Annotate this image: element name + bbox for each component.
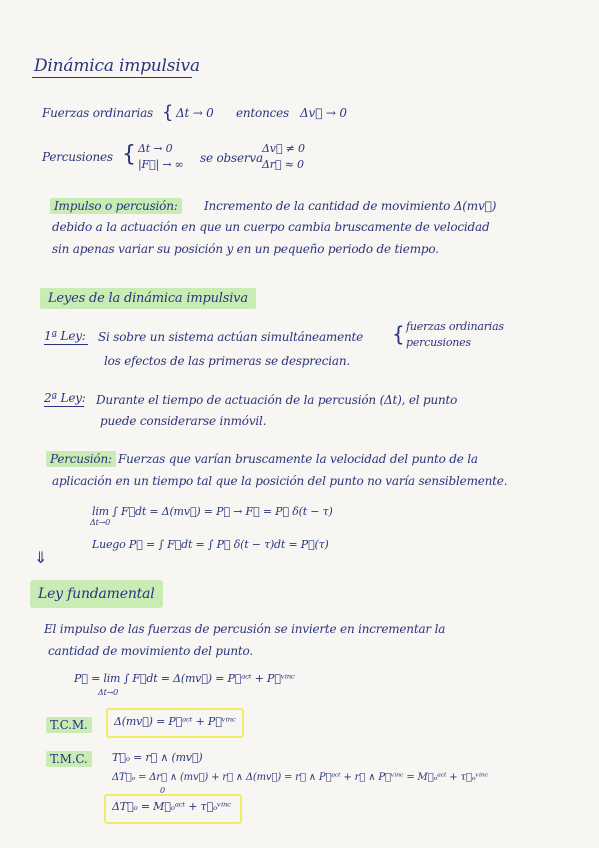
ordinarias-then: entonces — [236, 106, 289, 120]
percusion-eq1-lim: Δt→0 — [90, 518, 110, 527]
tcm-tag — [46, 718, 92, 732]
percusiones-res2: Δr⃗ ≈ 0 — [262, 158, 304, 171]
ley1-line1: Si sobre un sistema actúan simultáneamente — [98, 330, 364, 344]
impulso-tag — [50, 199, 182, 213]
tmc-tag-text: T.M.C. — [46, 751, 92, 767]
ley1-underline — [44, 344, 88, 345]
brace-icon: { — [392, 322, 405, 346]
percusiones-label: Percusiones — [42, 150, 113, 164]
title-underline — [32, 77, 192, 78]
tcm-eq: Δ(mv⃗) = P⃗ᵃᶜᵗ + P⃗ᵛⁱⁿᶜ — [114, 715, 236, 728]
tmc-eq2: ΔT⃗ₒ = Δr⃗ ∧ (mv⃗) + r⃗ ∧ Δ(mv⃗) = r⃗ ∧ P⃗ᵃᶜᵗ + r⃗ ∧ P⃗ᵛⁱⁿᶜ = M⃗ₒᵃᶜᵗ + τ⃗ₒᵛⁱⁿᶜ — [112, 772, 488, 783]
fundamental-eq: P⃗ = lim ∫ F⃗dt = Δ(mv⃗) = P⃗ᵃᶜᵗ + P⃗ᵛⁱⁿᶜ — [74, 672, 295, 685]
percusiones-obs: se observa — [200, 151, 263, 165]
percusion-eq2: Luego P⃗ = ∫ F⃗dt = ∫ P⃗ δ(t − τ)dt = P⃗(τ) — [92, 538, 329, 551]
tcm-tag-text: T.C.M. — [46, 717, 92, 733]
impulso-tag-text: Impulso o percusión: — [50, 198, 182, 214]
percusiones-cond1: Δt → 0 — [138, 142, 173, 155]
ordinarias-label: Fuerzas ordinarias — [42, 106, 153, 120]
ley2-underline — [44, 406, 84, 407]
brace-icon: { — [162, 102, 174, 123]
percusion-line2: aplicación en un tiempo tal que la posición del punto no varía sensiblemente. — [52, 474, 508, 488]
tmc-eq3: ΔT⃗ₒ = M⃗ₒᵃᶜᵗ + τ⃗ₒᵛⁱⁿᶜ — [112, 800, 231, 813]
page-title: Dinámica impulsiva — [34, 56, 200, 76]
impulso-line3: sin apenas variar su posición y en un pequeño periodo de tiempo. — [52, 242, 439, 256]
ley2-line1: Durante el tiempo de actuación de la percusión (Δt), el punto — [96, 393, 458, 407]
leyes-heading — [40, 291, 256, 306]
fundamental-line1: El impulso de las fuerzas de percusión se invierte en incrementar la — [44, 622, 446, 636]
ley1-line2: los efectos de las primeras se desprecian. — [104, 354, 350, 368]
fundamental-eq-lim: Δt→0 — [98, 688, 118, 697]
impulso-line1: Incremento de la cantidad de movimiento Δ(mv⃗) — [204, 199, 497, 213]
leyes-heading-text: Leyes de la dinámica impulsiva — [40, 288, 256, 309]
ley2-line2: puede considerarse inmóvil. — [100, 414, 267, 428]
fundamental-heading — [30, 586, 163, 602]
ley1-tag: 1ª Ley: — [44, 329, 86, 343]
brace-icon: { — [122, 142, 136, 167]
percusiones-cond2: |F⃗| → ∞ — [138, 158, 184, 171]
ley1-brace2: percusiones — [406, 336, 471, 349]
ordinarias-cond: Δt → 0 — [176, 106, 214, 120]
fundamental-heading-text: Ley fundamental — [30, 580, 163, 608]
ley1-brace1: fuerzas ordinarias — [406, 320, 504, 333]
tmc-eq1: T⃗ₒ = r⃗ ∧ (mv⃗) — [112, 751, 203, 764]
percusiones-res1: Δv⃗ ≠ 0 — [262, 142, 305, 155]
fundamental-line2: cantidad de movimiento del punto. — [48, 644, 253, 658]
impulso-line2: debido a la actuación en que un cuerpo cambia bruscamente de velocidad — [52, 220, 490, 234]
ley2-tag: 2ª Ley: — [44, 391, 86, 405]
percusion-eq1: lim ∫ F⃗dt = Δ(mv⃗) = P⃗ → F⃗ = P⃗ δ(t − τ) — [92, 505, 333, 518]
tmc-tag — [46, 752, 92, 766]
tmc-eq2-sub: 0 — [160, 786, 165, 795]
ordinarias-result: Δv⃗ → 0 — [300, 106, 347, 120]
percusion-tag — [46, 452, 116, 466]
arrow-down-icon: ⇓ — [34, 548, 48, 567]
percusion-tag-text: Percusión: — [46, 451, 116, 467]
percusion-line1: Fuerzas que varían bruscamente la velocidad del punto de la — [118, 452, 478, 466]
